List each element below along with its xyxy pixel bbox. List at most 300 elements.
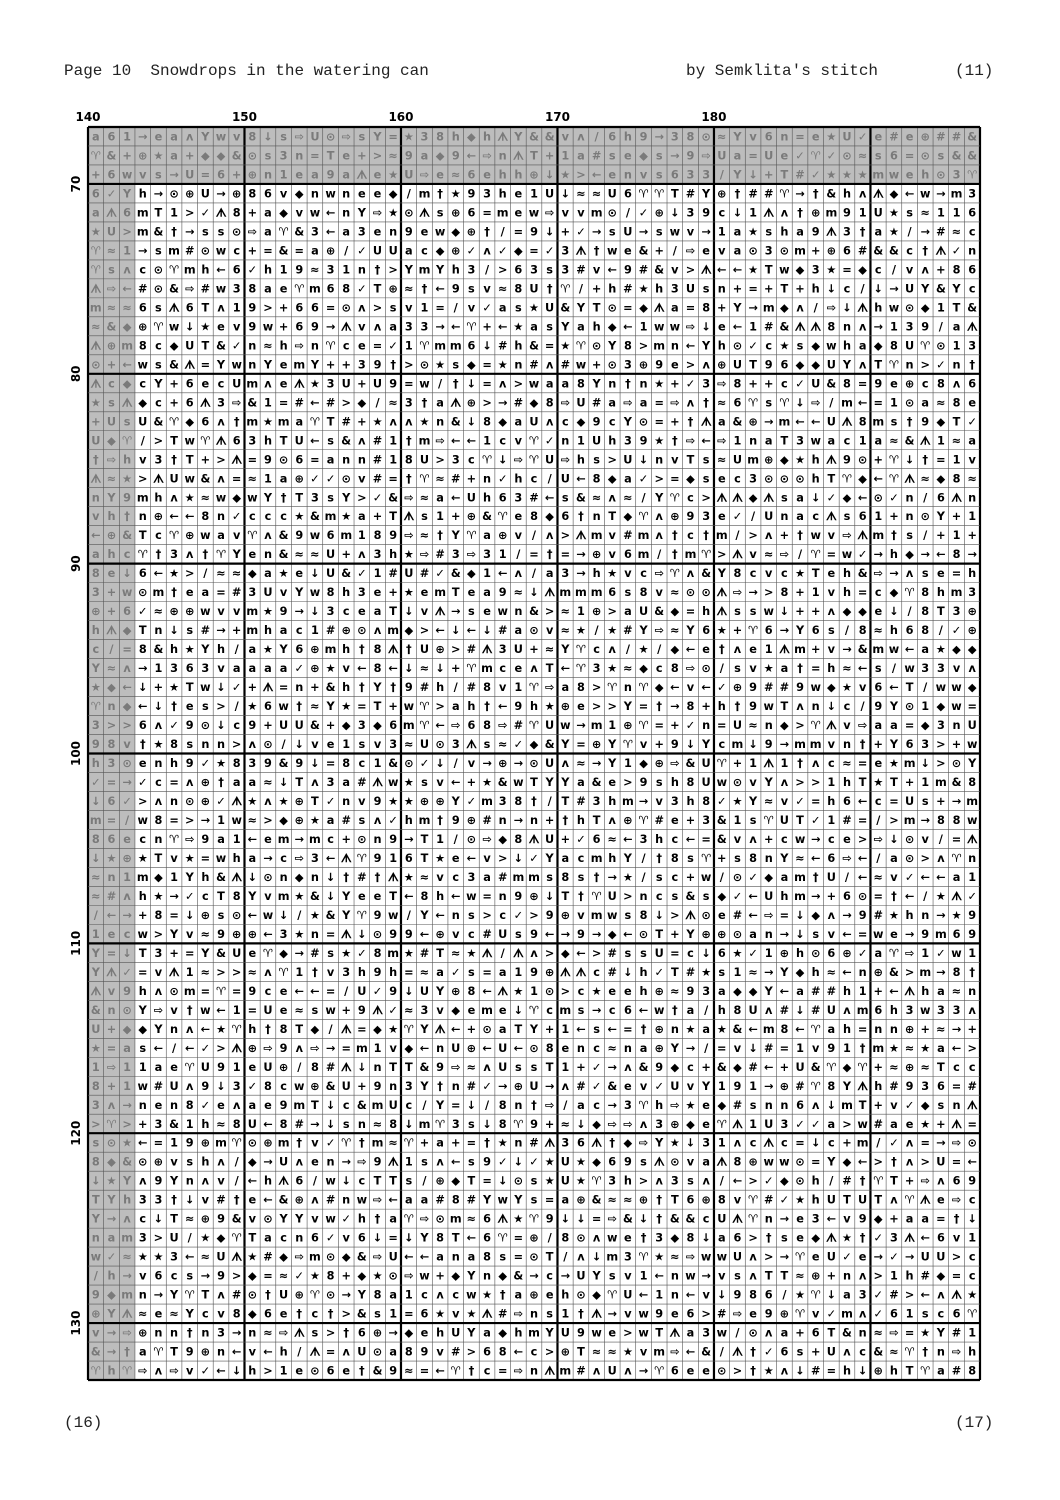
stitch-symbol: e bbox=[186, 700, 194, 713]
stitch-symbol: T bbox=[374, 1175, 382, 1188]
stitch-symbol: ◆ bbox=[608, 472, 617, 485]
stitch-symbol: c bbox=[92, 643, 99, 656]
stitch-symbol: ʌ bbox=[483, 244, 491, 257]
stitch-symbol: > bbox=[654, 472, 663, 485]
stitch-symbol: ʌ bbox=[546, 529, 554, 542]
stitch-symbol: ← bbox=[748, 890, 757, 903]
stitch-symbol: v bbox=[155, 966, 163, 979]
stitch-symbol: v bbox=[577, 909, 585, 922]
stitch-symbol: ♈ bbox=[811, 1080, 821, 1093]
stitch-symbol: + bbox=[263, 719, 272, 732]
stitch-symbol: 8 bbox=[671, 662, 679, 675]
stitch-symbol: 1 bbox=[577, 605, 585, 618]
stitch-symbol: ← bbox=[232, 1346, 241, 1359]
stitch-symbol: a bbox=[749, 928, 757, 941]
stitch-symbol: ⊙ bbox=[107, 1137, 116, 1150]
stitch-symbol: 1 bbox=[937, 301, 945, 314]
stitch-symbol: ★ bbox=[685, 1099, 695, 1112]
stitch-symbol: Y bbox=[560, 320, 570, 333]
stitch-symbol: ♈ bbox=[169, 263, 179, 276]
stitch-symbol: ♈ bbox=[529, 453, 539, 466]
stitch-symbol: ⇨ bbox=[874, 833, 883, 846]
stitch-symbol: ⇨ bbox=[733, 586, 742, 599]
stitch-symbol: 9 bbox=[874, 377, 882, 390]
stitch-symbol: T bbox=[827, 472, 835, 485]
stitch-symbol: ⊕ bbox=[748, 415, 757, 428]
stitch-symbol: ✓ bbox=[388, 339, 397, 352]
stitch-symbol: h bbox=[280, 339, 288, 352]
stitch-symbol: ⇨ bbox=[842, 852, 851, 865]
stitch-symbol: c bbox=[922, 377, 929, 390]
stitch-symbol: s bbox=[202, 225, 209, 238]
stitch-symbol: # bbox=[326, 624, 335, 637]
stitch-symbol: e bbox=[687, 1365, 695, 1378]
stitch-symbol: Y bbox=[310, 358, 320, 371]
stitch-symbol: ≈ bbox=[561, 624, 570, 637]
stitch-symbol: ✓ bbox=[326, 795, 335, 808]
stitch-symbol: w bbox=[654, 320, 665, 333]
stitch-symbol: ◆ bbox=[373, 719, 382, 732]
stitch-symbol: → bbox=[169, 169, 178, 182]
stitch-symbol: 1 bbox=[295, 966, 303, 979]
stitch-symbol: / bbox=[751, 510, 756, 523]
stitch-symbol: a bbox=[561, 852, 569, 865]
stitch-symbol: ↓ bbox=[545, 225, 554, 238]
stitch-symbol: + bbox=[905, 776, 914, 789]
stitch-symbol: ✓ bbox=[795, 1118, 804, 1131]
stitch-symbol: ⊕ bbox=[451, 244, 460, 257]
stitch-symbol: = bbox=[670, 947, 679, 960]
stitch-symbol: T bbox=[295, 491, 303, 504]
stitch-symbol: & bbox=[623, 1213, 633, 1226]
stitch-symbol: w bbox=[200, 1004, 211, 1017]
stitch-symbol: s bbox=[546, 320, 553, 333]
stitch-symbol: 1 bbox=[123, 1080, 131, 1093]
stitch-symbol: ✓ bbox=[107, 1251, 116, 1264]
stitch-symbol: ◆ bbox=[764, 871, 773, 884]
stitch-symbol: 6 bbox=[827, 947, 835, 960]
stitch-symbol: + bbox=[592, 282, 601, 295]
stitch-symbol: m bbox=[575, 586, 587, 599]
stitch-symbol: T bbox=[155, 852, 163, 865]
stitch-symbol: & bbox=[513, 1270, 523, 1283]
stitch-symbol: ✓ bbox=[874, 1232, 883, 1245]
stitch-symbol: 8 bbox=[233, 1118, 241, 1131]
stitch-symbol: n bbox=[780, 131, 788, 144]
stitch-symbol: & bbox=[122, 1156, 132, 1169]
stitch-symbol: / bbox=[297, 1346, 302, 1359]
stitch-symbol: → bbox=[341, 1156, 350, 1169]
stitch-symbol: 8 bbox=[749, 852, 757, 865]
stitch-symbol: 8 bbox=[499, 1346, 507, 1359]
stitch-symbol: m bbox=[309, 833, 321, 846]
stitch-symbol: ⊕ bbox=[201, 909, 210, 922]
stitch-symbol: 1 bbox=[233, 301, 241, 314]
stitch-symbol: ◆ bbox=[905, 548, 914, 561]
stitch-symbol: e bbox=[155, 131, 163, 144]
stitch-symbol: ≈ bbox=[279, 1270, 288, 1283]
stitch-symbol: + bbox=[326, 358, 335, 371]
stitch-symbol: 9 bbox=[421, 1346, 429, 1359]
stitch-symbol: 6 bbox=[295, 301, 303, 314]
stitch-symbol: 8 bbox=[702, 301, 710, 314]
stitch-symbol: ʌ bbox=[702, 1175, 710, 1188]
stitch-symbol: U bbox=[936, 1156, 945, 1169]
stitch-symbol: ← bbox=[701, 434, 710, 447]
stitch-symbol: ʌ bbox=[186, 776, 194, 789]
stitch-symbol: → bbox=[608, 1308, 617, 1321]
stitch-symbol: / bbox=[720, 871, 725, 884]
stitch-symbol: T bbox=[405, 1061, 413, 1074]
stitch-symbol: h bbox=[248, 1023, 256, 1036]
stitch-symbol: ✓ bbox=[811, 814, 820, 827]
stitch-symbol: 3 bbox=[452, 548, 460, 561]
stitch-symbol: 6 bbox=[295, 643, 303, 656]
stitch-symbol: / bbox=[720, 169, 725, 182]
stitch-symbol: / bbox=[939, 320, 944, 333]
stitch-symbol: n bbox=[624, 169, 632, 182]
stitch-symbol: c bbox=[155, 396, 162, 409]
stitch-symbol: T bbox=[530, 776, 538, 789]
stitch-symbol: s bbox=[358, 738, 365, 751]
stitch-symbol: # bbox=[936, 225, 945, 238]
stitch-symbol: v bbox=[890, 871, 898, 884]
stitch-symbol: ᗑ bbox=[341, 852, 352, 865]
stitch-symbol: ★ bbox=[169, 681, 179, 694]
stitch-symbol: h bbox=[92, 757, 100, 770]
stitch-symbol: ⊙ bbox=[404, 757, 413, 770]
stitch-symbol: ⊕ bbox=[967, 624, 976, 637]
stitch-symbol: † bbox=[625, 377, 631, 390]
stitch-symbol: w bbox=[717, 1251, 728, 1264]
stitch-symbol: v bbox=[734, 1194, 742, 1207]
stitch-symbol: ◆ bbox=[639, 662, 648, 675]
stitch-symbol: c bbox=[671, 871, 678, 884]
stitch-symbol: 1 bbox=[499, 548, 507, 561]
stitch-symbol: ⊙ bbox=[795, 1175, 804, 1188]
stitch-symbol: ◆ bbox=[170, 339, 179, 352]
stitch-symbol: e bbox=[781, 150, 789, 163]
stitch-symbol: + bbox=[920, 1023, 929, 1036]
stitch-symbol: n bbox=[624, 681, 632, 694]
stitch-symbol: h bbox=[123, 1194, 131, 1207]
stitch-symbol: T bbox=[671, 1194, 679, 1207]
stitch-symbol: 1 bbox=[937, 206, 945, 219]
stitch-symbol: # bbox=[686, 188, 695, 201]
stitch-symbol: ♈ bbox=[232, 1137, 242, 1150]
stitch-symbol: → bbox=[310, 1118, 319, 1131]
stitch-symbol: s bbox=[515, 301, 522, 314]
stitch-symbol: n bbox=[342, 188, 350, 201]
stitch-symbol: + bbox=[357, 415, 366, 428]
stitch-symbol: ≈ bbox=[91, 871, 100, 884]
stitch-symbol: ⇨ bbox=[920, 1175, 929, 1188]
stitch-symbol: ✓ bbox=[357, 567, 366, 580]
stitch-symbol: ← bbox=[623, 833, 632, 846]
stitch-symbol: n bbox=[107, 1004, 115, 1017]
stitch-symbol: e bbox=[139, 757, 147, 770]
stitch-symbol: 1 bbox=[342, 263, 350, 276]
stitch-symbol: w bbox=[764, 605, 775, 618]
stitch-symbol: ✓ bbox=[357, 947, 366, 960]
stitch-symbol: w bbox=[216, 282, 227, 295]
stitch-symbol: U bbox=[623, 225, 632, 238]
stitch-symbol: U bbox=[764, 1118, 773, 1131]
stitch-symbol: v bbox=[452, 928, 460, 941]
stitch-symbol: c bbox=[593, 1099, 600, 1112]
stitch-symbol: h bbox=[843, 567, 851, 580]
stitch-symbol: † bbox=[312, 966, 318, 979]
stitch-symbol: 1 bbox=[937, 434, 945, 447]
stitch-symbol: ʌ bbox=[906, 1137, 914, 1150]
stitch-symbol: ᗑ bbox=[388, 871, 399, 884]
stitch-symbol: n bbox=[624, 1042, 632, 1055]
stitch-symbol: 8 bbox=[953, 263, 961, 276]
stitch-symbol: ⊙ bbox=[748, 244, 757, 257]
stitch-symbol: 1 bbox=[186, 1118, 194, 1131]
stitch-symbol: ⊙ bbox=[201, 719, 210, 732]
stitch-symbol: ← bbox=[545, 928, 554, 941]
stitch-symbol: s bbox=[625, 586, 632, 599]
stitch-symbol: & bbox=[216, 339, 226, 352]
stitch-symbol: ✓ bbox=[733, 510, 742, 523]
stitch-symbol: = bbox=[529, 244, 538, 257]
stitch-symbol: ✓ bbox=[654, 1080, 663, 1093]
stitch-symbol: ⇨ bbox=[639, 1137, 648, 1150]
stitch-symbol: ← bbox=[686, 1289, 695, 1302]
stitch-symbol: = bbox=[263, 1270, 272, 1283]
stitch-symbol: ← bbox=[326, 206, 335, 219]
stitch-symbol: ᗑ bbox=[685, 909, 696, 922]
stitch-symbol: = bbox=[185, 947, 194, 960]
stitch-symbol: / bbox=[235, 700, 240, 713]
stitch-symbol: & bbox=[357, 1308, 367, 1321]
stitch-symbol: T bbox=[139, 529, 147, 542]
stitch-symbol: ʌ bbox=[186, 548, 194, 561]
stitch-symbol: T bbox=[561, 890, 569, 903]
stitch-symbol: ⇨ bbox=[420, 1213, 429, 1226]
stitch-symbol: / bbox=[704, 1042, 709, 1055]
stitch-symbol: Y bbox=[842, 358, 852, 371]
stitch-symbol: h bbox=[483, 491, 491, 504]
stitch-symbol: h bbox=[968, 1346, 976, 1359]
stitch-symbol: 6 bbox=[561, 510, 569, 523]
stitch-symbol: ↓ bbox=[592, 1251, 601, 1264]
stitch-symbol: Y bbox=[623, 852, 633, 865]
stitch-symbol: a bbox=[640, 396, 648, 409]
stitch-symbol: & bbox=[670, 1213, 680, 1226]
stitch-symbol: w bbox=[967, 738, 978, 751]
stitch-symbol: 3 bbox=[405, 396, 413, 409]
stitch-symbol: ♈ bbox=[638, 814, 648, 827]
stitch-symbol: ✓ bbox=[811, 1118, 820, 1131]
stitch-symbol: v bbox=[170, 852, 178, 865]
stitch-symbol: T bbox=[202, 1289, 210, 1302]
stitch-symbol: n bbox=[201, 738, 209, 751]
stitch-symbol: 8 bbox=[843, 377, 851, 390]
stitch-symbol: e bbox=[702, 244, 710, 257]
stitch-symbol: ⊙ bbox=[388, 1270, 397, 1283]
stitch-symbol: m bbox=[90, 301, 102, 314]
stitch-symbol: s bbox=[781, 1232, 788, 1245]
stitch-symbol: ← bbox=[827, 1213, 836, 1226]
stitch-symbol: ʌ bbox=[123, 263, 131, 276]
stitch-symbol: e bbox=[515, 510, 523, 523]
stitch-symbol: n bbox=[812, 700, 820, 713]
stitch-symbol: † bbox=[969, 966, 975, 979]
stitch-symbol: ✓ bbox=[388, 1004, 397, 1017]
stitch-symbol: ★ bbox=[294, 928, 304, 941]
stitch-symbol: ≈ bbox=[404, 738, 413, 751]
stitch-symbol: ⇨ bbox=[310, 1042, 319, 1055]
stitch-symbol: a bbox=[781, 1327, 789, 1340]
stitch-symbol: v bbox=[640, 169, 648, 182]
stitch-symbol: ◆ bbox=[467, 358, 476, 371]
stitch-symbol: T bbox=[671, 966, 679, 979]
stitch-symbol: s bbox=[202, 700, 209, 713]
stitch-symbol: > bbox=[639, 1175, 648, 1188]
stitch-symbol: T bbox=[295, 1023, 303, 1036]
stitch-symbol: † bbox=[641, 1232, 647, 1245]
stitch-symbol: ← bbox=[858, 871, 867, 884]
stitch-symbol: ♈ bbox=[889, 358, 899, 371]
stitch-symbol: Y bbox=[341, 491, 351, 504]
stitch-symbol: ♈ bbox=[153, 320, 163, 333]
stitch-symbol: ⊕ bbox=[185, 188, 194, 201]
stitch-symbol: → bbox=[654, 131, 663, 144]
stitch-symbol: s bbox=[938, 1099, 945, 1112]
stitch-symbol: 9 bbox=[280, 1099, 288, 1112]
stitch-symbol: ↓ bbox=[827, 1289, 836, 1302]
stitch-symbol: → bbox=[780, 1251, 789, 1264]
stitch-symbol: / bbox=[923, 529, 928, 542]
stitch-symbol: 8 bbox=[640, 909, 648, 922]
stitch-symbol: T bbox=[827, 1327, 835, 1340]
stitch-symbol: ♈ bbox=[638, 719, 648, 732]
stitch-symbol: / bbox=[939, 833, 944, 846]
stitch-symbol: + bbox=[670, 377, 679, 390]
stitch-symbol: ⊕ bbox=[138, 1327, 147, 1340]
stitch-symbol: ✓ bbox=[248, 263, 257, 276]
stitch-symbol: † bbox=[797, 206, 803, 219]
stitch-symbol: → bbox=[232, 1327, 241, 1340]
stitch-symbol: + bbox=[545, 150, 554, 163]
stitch-symbol: > bbox=[91, 1118, 100, 1131]
stitch-symbol: ♈ bbox=[638, 1099, 648, 1112]
stitch-symbol: ᗑ bbox=[654, 301, 665, 314]
stitch-symbol: † bbox=[578, 1308, 584, 1321]
stitch-symbol: / bbox=[657, 548, 662, 561]
stitch-symbol: ✓ bbox=[967, 890, 976, 903]
stitch-symbol: c bbox=[562, 415, 569, 428]
stitch-symbol: = bbox=[404, 377, 413, 390]
stitch-symbol: h bbox=[452, 131, 460, 144]
stitch-symbol: & bbox=[873, 244, 883, 257]
stitch-symbol: ⇨ bbox=[341, 131, 350, 144]
stitch-symbol: → bbox=[874, 1251, 883, 1264]
stitch-symbol: ← bbox=[670, 681, 679, 694]
stitch-symbol: v bbox=[296, 206, 304, 219]
stitch-symbol: ⊕ bbox=[295, 795, 304, 808]
stitch-symbol: ← bbox=[138, 700, 147, 713]
stitch-symbol: ✓ bbox=[201, 206, 210, 219]
stitch-symbol: ᗑ bbox=[310, 1346, 321, 1359]
stitch-symbol: ⊕ bbox=[248, 928, 257, 941]
stitch-symbol: + bbox=[780, 1061, 789, 1074]
stitch-symbol: = bbox=[858, 757, 867, 770]
stitch-symbol: ★ bbox=[842, 1232, 852, 1245]
stitch-symbol: w bbox=[122, 169, 133, 182]
stitch-symbol: 3 bbox=[92, 1099, 100, 1112]
stitch-symbol: ʌ bbox=[358, 301, 366, 314]
stitch-symbol: ⊙ bbox=[279, 453, 288, 466]
stitch-symbol: a bbox=[249, 852, 257, 865]
stitch-symbol: ᗑ bbox=[91, 282, 102, 295]
stitch-symbol: a bbox=[264, 567, 272, 580]
stitch-symbol: 9 bbox=[655, 358, 663, 371]
stitch-symbol: ↓ bbox=[326, 871, 335, 884]
stitch-symbol: a bbox=[781, 871, 789, 884]
stitch-symbol: Y bbox=[513, 131, 523, 144]
stitch-symbol: T bbox=[608, 510, 616, 523]
stitch-symbol: Y bbox=[748, 795, 758, 808]
stitch-symbol: U bbox=[91, 1023, 100, 1036]
stitch-symbol: ◆ bbox=[279, 1251, 288, 1264]
stitch-symbol: T bbox=[374, 700, 382, 713]
stitch-symbol: ✓ bbox=[717, 681, 726, 694]
stitch-symbol: w bbox=[826, 339, 837, 352]
stitch-symbol: ★ bbox=[294, 890, 304, 903]
stitch-symbol: ⇨ bbox=[952, 1137, 961, 1150]
stitch-symbol: ≈ bbox=[435, 472, 444, 485]
stitch-symbol: 8 bbox=[577, 377, 585, 390]
stitch-symbol: ⊕ bbox=[310, 643, 319, 656]
stitch-symbol: ★ bbox=[717, 624, 727, 637]
stitch-symbol: ᗑ bbox=[701, 263, 712, 276]
stitch-symbol: # bbox=[952, 1327, 961, 1340]
stitch-symbol: ⊕ bbox=[701, 928, 710, 941]
stitch-symbol: ⊕ bbox=[764, 453, 773, 466]
stitch-symbol: † bbox=[484, 225, 490, 238]
stitch-symbol: 9 bbox=[968, 909, 976, 922]
stitch-symbol: ◆ bbox=[107, 1156, 116, 1169]
stitch-symbol: ʌ bbox=[749, 833, 757, 846]
stitch-symbol: U bbox=[639, 605, 648, 618]
stitch-symbol: U bbox=[545, 719, 554, 732]
stitch-symbol: U bbox=[185, 339, 194, 352]
stitch-symbol: n bbox=[843, 1270, 851, 1283]
stitch-symbol: & bbox=[717, 833, 727, 846]
stitch-symbol: & bbox=[294, 225, 304, 238]
stitch-symbol: c bbox=[405, 1099, 412, 1112]
stitch-symbol: → bbox=[780, 624, 789, 637]
stitch-symbol: s bbox=[562, 491, 569, 504]
stitch-symbol: ← bbox=[451, 491, 460, 504]
stitch-symbol: / bbox=[454, 833, 459, 846]
stitch-symbol: ◆ bbox=[733, 985, 742, 998]
stitch-symbol: & bbox=[153, 225, 163, 238]
stitch-symbol: n bbox=[749, 434, 757, 447]
stitch-symbol: 9 bbox=[452, 150, 460, 163]
stitch-symbol: ★ bbox=[889, 1042, 899, 1055]
stitch-symbol: ← bbox=[733, 320, 742, 333]
stitch-symbol: ≈ bbox=[232, 567, 241, 580]
stitch-symbol: 9 bbox=[92, 1289, 100, 1302]
stitch-symbol: / bbox=[422, 1175, 427, 1188]
stitch-symbol: ♈ bbox=[419, 719, 429, 732]
stitch-symbol: 9 bbox=[655, 1061, 663, 1074]
stitch-symbol: = bbox=[717, 1042, 726, 1055]
